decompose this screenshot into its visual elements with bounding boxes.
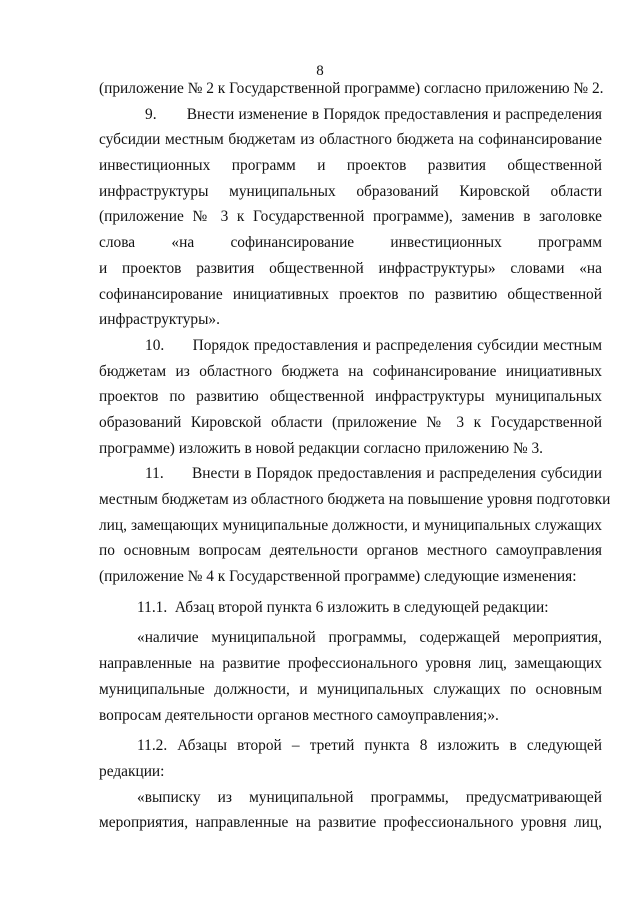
text-line: местным бюджетам из областного бюджета на повышение уровня подготовки [99, 491, 611, 508]
text-line: субсидии местным бюджетам из областного бюджета на софинансирование [99, 131, 602, 149]
text-line: «выписку из муниципальной программы, предусматривающей [137, 788, 602, 806]
text-line: вопросам деятельности органов местного самоуправления;». [99, 706, 499, 724]
text-line: 11.1. Абзац второй пункта 6 изложить в следующей редакции: [137, 598, 549, 616]
text-line: 11.2. Абзацы второй – третий пункта 8 изложить в следующей [137, 737, 602, 755]
text-line: образований Кировской области (приложение № 3 к Государственной [99, 413, 602, 431]
text-line: мероприятия, направленные на развитие профессионального уровня лиц, [99, 814, 602, 832]
text-line: (приложение № 2 к Государственной программе) согласно приложению № 2. [99, 80, 604, 97]
text-line: (приложение № 4 к Государственной программе) следующие изменения: [99, 568, 577, 586]
text-line: инфраструктуры муниципальных образований Кировской области [99, 182, 602, 200]
text-line: и проектов развития общественной инфраструктуры» словами «на [99, 259, 602, 277]
text-line: редакции: [99, 762, 165, 780]
text-line: лиц, замещающих муниципальные должности, и муниципальных служащих [99, 516, 602, 534]
text-line: направленные на развитие профессионального уровня лиц, замещающих [99, 655, 602, 673]
document-body [99, 76, 611, 836]
text-line: по основным вопросам деятельности органов местного самоуправления [99, 542, 602, 560]
text-line: (приложение № 3 к Государственной программе), заменив в заголовке [99, 208, 602, 226]
text-line: слова «на софинансирование инвестиционных программ [99, 234, 602, 252]
text-line: 9. Внести изменение в Порядок предоставления и распределения [145, 105, 602, 123]
text-line: муниципальные должности, и муниципальных служащих по основным [99, 680, 602, 698]
text-line: бюджетам из областного бюджета на софинансирование инициативных [99, 362, 602, 380]
text-line: 10. Порядок предоставления и распределения субсидии местным [145, 336, 602, 354]
text-line: программе) изложить в новой редакции согласно приложению № 3. [99, 439, 544, 457]
text-line: инвестиционных программ и проектов развития общественной [99, 157, 602, 175]
text-line: 11. Внести в Порядок предоставления и распределения субсидии [145, 465, 602, 483]
text-line: софинансирование инициативных проектов по развитию общественной [99, 285, 602, 303]
text-line: инфраструктуры». [99, 311, 220, 329]
page-number: 8 [316, 63, 324, 79]
text-line: проектов по развитию общественной инфраструктуры муниципальных [99, 388, 602, 406]
text-line: «наличие муниципальной программы, содержащей мероприятия, [137, 629, 602, 647]
